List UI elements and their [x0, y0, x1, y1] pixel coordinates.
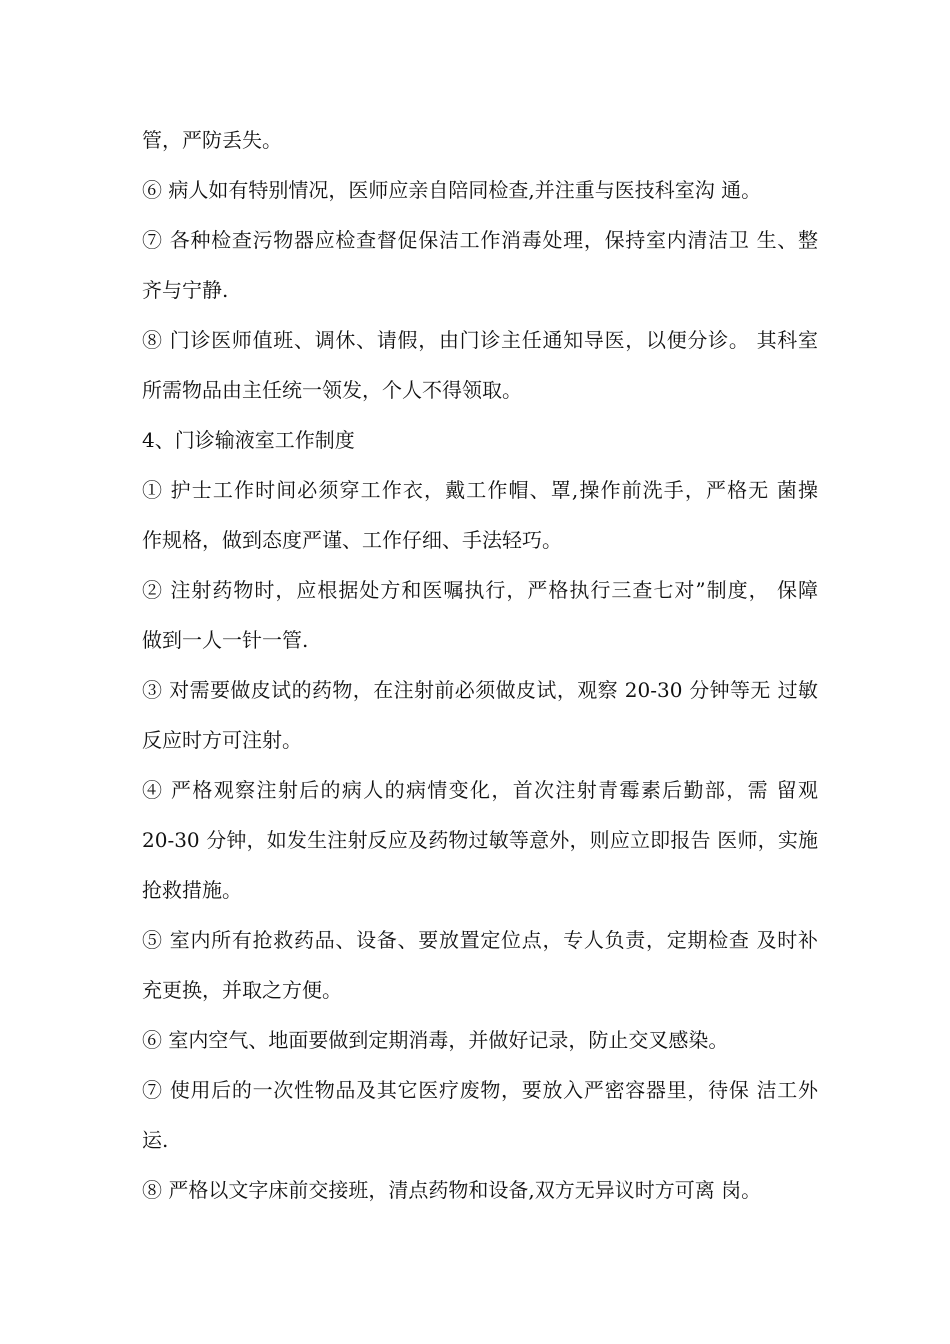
text-line-9: 作规格，做到态度严谨、工作仔细、手法轻巧。 [142, 528, 562, 552]
text-line-5: ⑧ 门诊医师值班、调休、请假，由门诊主任通知导医，以便分诊。 其科室 [142, 328, 818, 352]
text-line-10: ② 注射药物时，应根据处方和医嘱执行，严格执行三查七对”制度， 保障 [142, 578, 818, 602]
text-line-17: ⑤ 室内所有抢救药品、设备、要放置定位点，专人负责，定期检查 及时补 [142, 928, 818, 952]
text-line-20: ⑦ 使用后的一次性物品及其它医疗废物，要放入严密容器里，待保 洁工外 [142, 1078, 818, 1102]
section-heading: 4、门诊输液室工作制度 [142, 428, 355, 452]
text-line-18: 充更换，并取之方便。 [142, 978, 342, 1002]
text-line-12: ③ 对需要做皮试的药物，在注射前必须做皮试，观察 20-30 分钟等无 过敏 [142, 678, 818, 702]
text-line-14: ④ 严格观察注射后的病人的病情变化，首次注射青霉素后勤部，需 留观 [142, 778, 818, 802]
text-line-11: 做到一人一针一管. [142, 628, 309, 652]
text-line-1: 管，严防丢失。 [142, 128, 282, 152]
text-line-21: 运. [142, 1128, 169, 1152]
text-line-3: ⑦ 各种检查污物器应检查督促保洁工作消毒处理，保持室内清洁卫 生、整 [142, 228, 818, 252]
text-line-19: ⑥ 室内空气、地面要做到定期消毒，并做好记录，防止交叉感染。 [142, 1028, 729, 1052]
text-line-2: ⑥ 病人如有特别情况，医师应亲自陪同检查,并注重与医技科室沟 通。 [142, 178, 762, 202]
text-line-6: 所需物品由主任统一领发，个人不得领取。 [142, 378, 522, 402]
text-line-15: 20-30 分钟，如发生注射反应及药物过敏等意外，则应立即报告 医师，实施 [142, 828, 818, 852]
text-line-4: 齐与宁静. [142, 278, 229, 302]
text-line-22: ⑧ 严格以文字床前交接班，清点药物和设备,双方无异议时方可离 岗。 [142, 1178, 762, 1202]
text-line-16: 抢救措施。 [142, 878, 242, 902]
text-line-8: ① 护士工作时间必须穿工作衣，戴工作帽、罩,操作前洗手，严格无 菌操 [142, 478, 818, 502]
text-line-13: 反应时方可注射。 [142, 728, 302, 752]
